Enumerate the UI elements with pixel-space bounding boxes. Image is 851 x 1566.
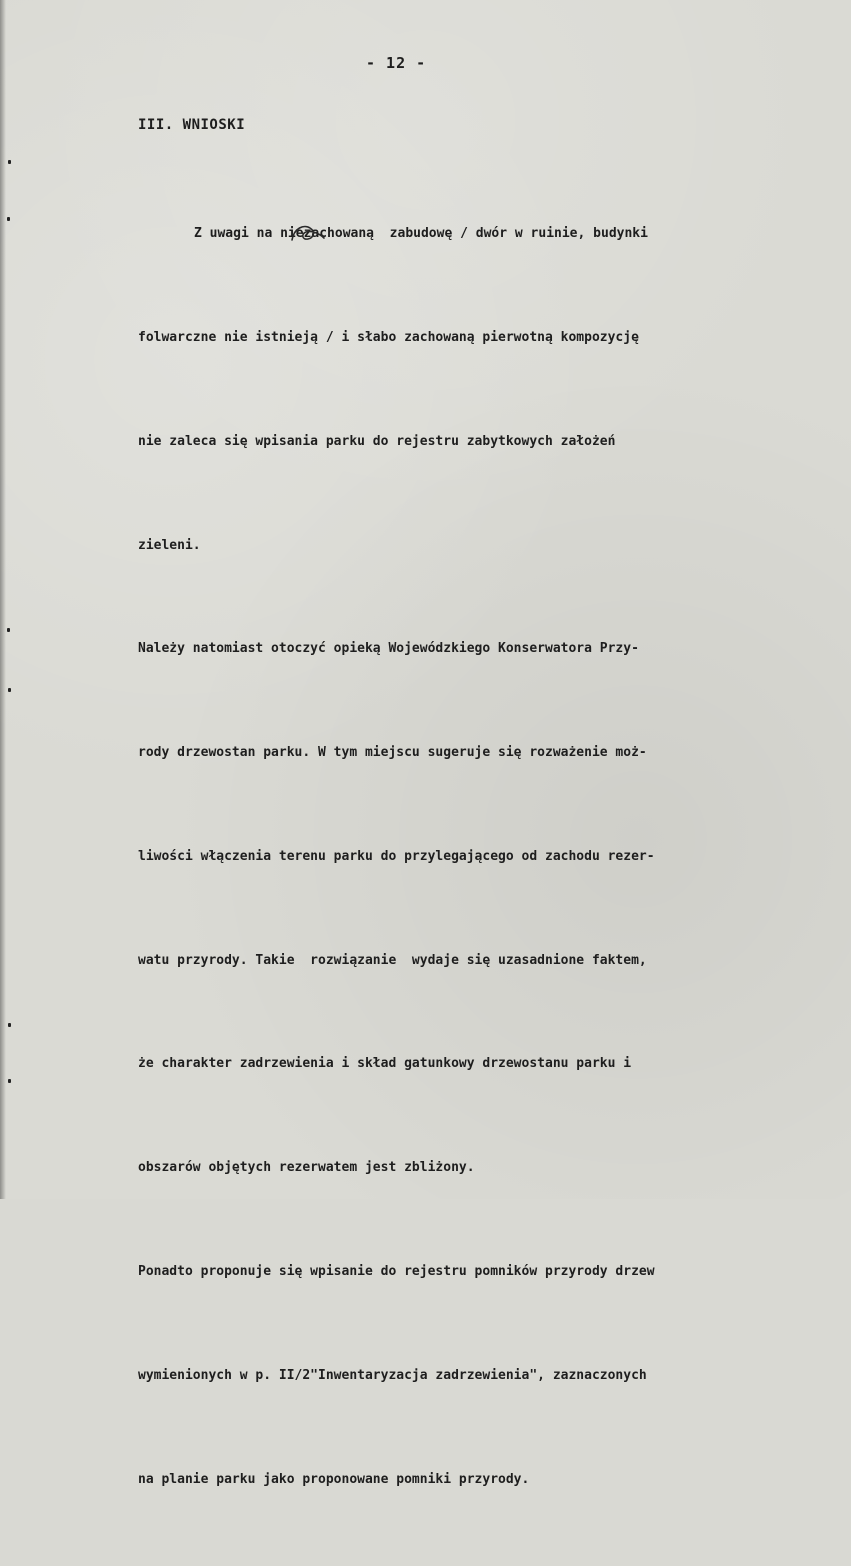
text-line: na planie parku jako proponowane pomniki przyrody. xyxy=(138,1471,530,1487)
margin-mark xyxy=(8,160,11,164)
handwritten-correction-mark xyxy=(288,222,328,244)
margin-mark xyxy=(8,1023,11,1027)
text-line: obszarów objętych rezerwatem jest zbliżony. xyxy=(138,1160,475,1176)
section-heading: III. WNIOSKI xyxy=(138,117,246,133)
text-line: wymienionych w p. II/2"Inwentaryzacja zadrzewienia", zaznaczonych xyxy=(138,1367,647,1383)
margin-mark xyxy=(8,688,11,692)
margin-mark xyxy=(8,1079,11,1083)
text-line: Ponadto proponuje się wpisanie do rejestru pomników przyrody drzew xyxy=(138,1264,655,1279)
text-line: nie zaleca się wpisania parku do rejestru zabytkowych założeń xyxy=(138,433,616,449)
text-line: Należy natomiast otoczyć opieką Wojewódzkiego Konserwatora Przy- xyxy=(138,641,639,657)
body-text xyxy=(138,148,828,1566)
text-line: folwarczne nie istnieją / i słabo zachowaną pierwotną kompozycję xyxy=(138,329,639,345)
margin-mark xyxy=(7,628,10,632)
text-line: że charakter zadrzewienia i skład gatunkowy drzewostanu parku i xyxy=(138,1056,632,1072)
margin-mark xyxy=(7,217,10,221)
page-edge-shadow xyxy=(0,0,6,1199)
page-number: - 12 - xyxy=(366,54,427,72)
text-line: liwości włączenia terenu parku do przylegającego od zachodu rezer- xyxy=(138,848,655,864)
text-line: watu przyrody. Takie rozwiązanie wydaje się uzasadnione faktem, xyxy=(138,952,647,968)
text-line: Z uwagi na niezachowaną zabudowę / dwór w ruinie, budynki xyxy=(194,226,648,242)
text-line: zieleni. xyxy=(138,537,201,553)
text-line: rody drzewostan parku. W tym miejscu sugeruje się rozważenie moż- xyxy=(138,745,647,761)
